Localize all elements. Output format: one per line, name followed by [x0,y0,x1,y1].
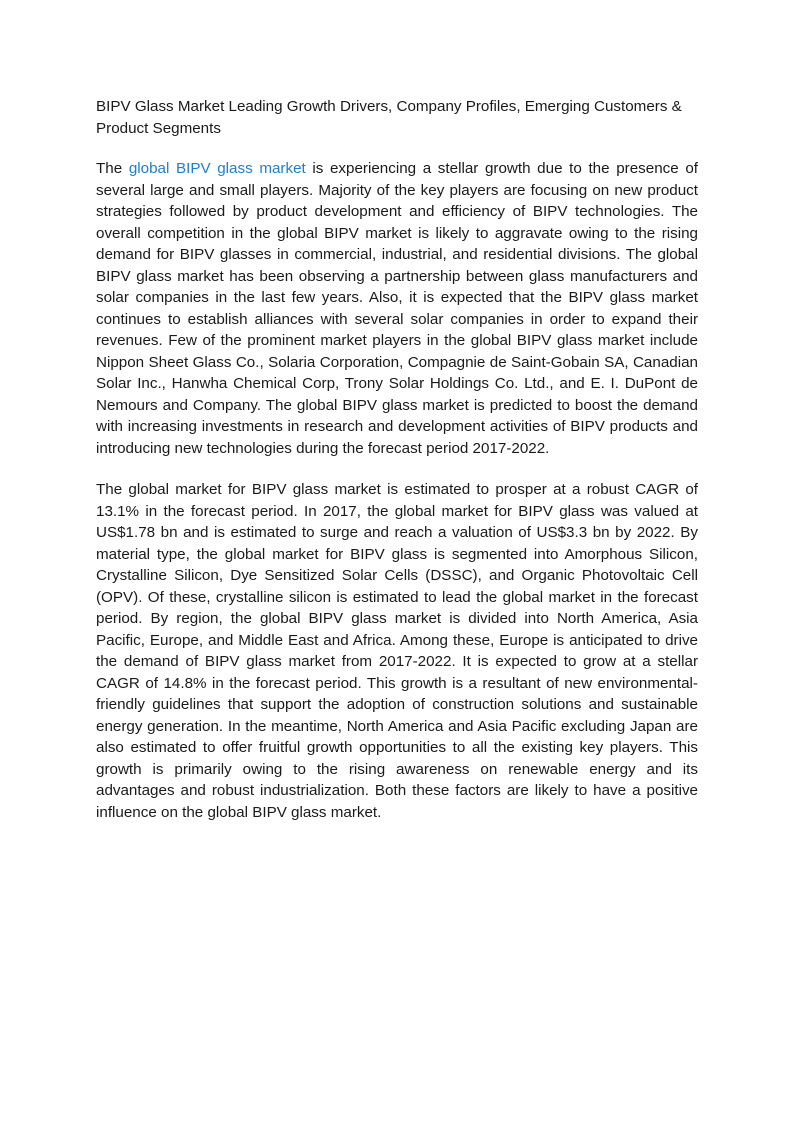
paragraph-intro [96,158,698,459]
paragraph-market-forecast: The global market for BIPV glass market is estimated to prosper at a robust CAGR of 13.1% in the forecast period. In 2017, the global market for BIPV glass was valued at US$1.78 bn and is estimated to surge and reach a valuation of US$3.3 bn by 2022. By material type, the global market for BIPV glass is segmented into Amorphous Silicon, Crystalline Silicon, Dye Sensitized Solar Cells (DSSC), and Organic Photovoltaic Cell (OPV). Of these, crystalline silicon is estimated to lead the global market in the forecast period. By region, the global BIPV glass market is divided into North America, Asia Pacific, Europe, and Middle East and Africa. Among these, Europe is anticipated to drive the demand of BIPV glass market from 2017-2022. It is expected to grow at a stellar CAGR of 14.8% in the forecast period. This growth is a resultant of new environmental-friendly guidelines that support the adoption of construction solutions and sustainable energy generation. In the meantime, North America and Asia Pacific excluding Japan are also estimated to offer fruitful growth opportunities to all the existing key players. This growth is primarily owing to the rising awareness on renewable energy and its advantages and robust industrialization. Both these factors are likely to have a positive influence on the global BIPV glass market. [96,481,698,821]
paragraph-intro-lead: The [96,160,129,177]
document-page [96,96,698,843]
document-title: BIPV Glass Market Leading Growth Drivers, Company Profiles, Emerging Customers & Product Segments [96,98,682,137]
global-bipv-glass-market-link[interactable]: global BIPV glass market [128,160,306,177]
paragraph-intro-body: is experiencing a stellar growth due to the presence of several large and small players. Majority of the key players are focusing on new product strategies followed by product development and efficiency of BIPV technologies. The overall competition in the global BIPV market is likely to aggravate owing to the rising demand for BIPV glasses in commercial, industrial, and residential divisions. The global BIPV glass market has been observing a partnership between glass manufacturers and solar companies in the last few years. Also, it is expected that the BIPV glass market continues to establish alliances with several solar companies in order to expand their revenues. Few of the prominent market players in the global BIPV glass market include Nippon Sheet Glass Co., Solaria Corporation, Compagnie de Saint-Gobain SA, Canadian Solar Inc., Hanwha Chemical Corp, Trony Solar Holdings Co. Ltd., and E. I. DuPont de Nemours and Company. The global BIPV glass market is predicted to boost the demand with increasing investments in research and development activities of BIPV products and introducing new technologies during the forecast period 2017-2022. [96,160,698,457]
